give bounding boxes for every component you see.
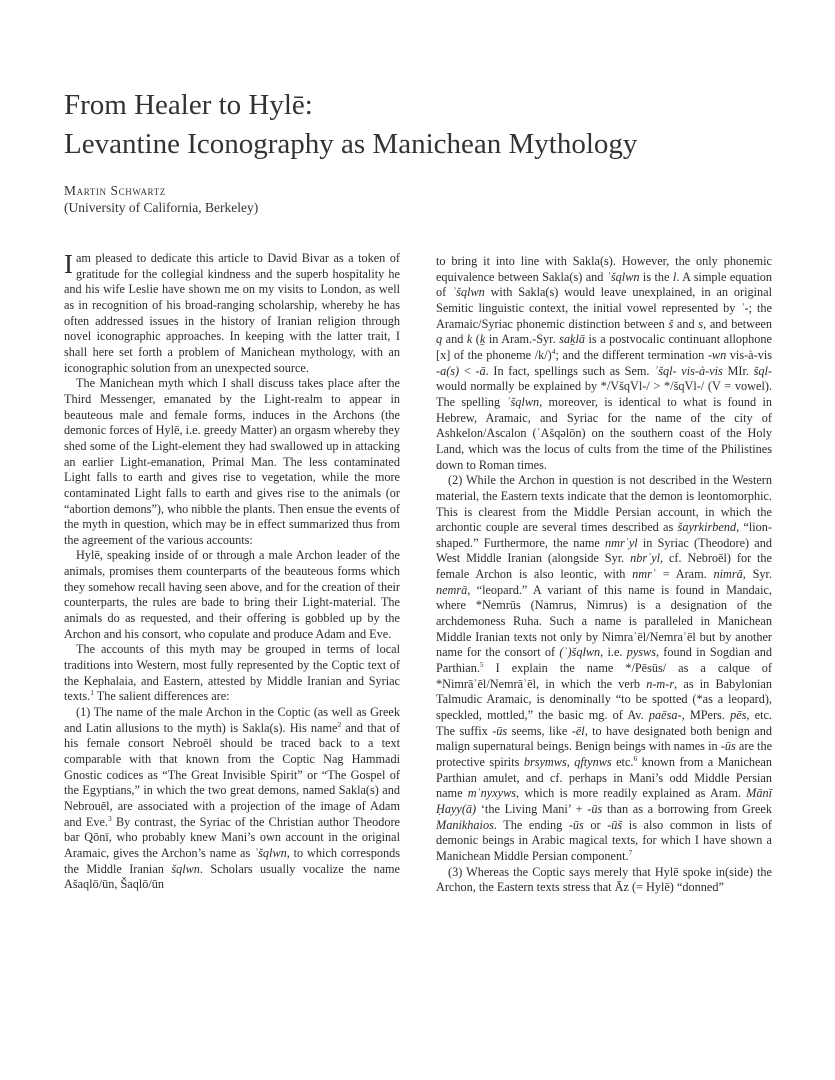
drop-cap: I bbox=[64, 249, 73, 279]
left-column bbox=[64, 251, 400, 893]
author-name: Martin Schwartz bbox=[64, 183, 166, 198]
title-line-1: From Healer to Hylē: bbox=[64, 89, 313, 121]
right-column bbox=[436, 254, 772, 896]
paragraph-point-2: (2) While the Archon in question is not described in the Western material, the Eastern texts indicate that the demon is leontomorphic. This is clearest from the Middle Persian account, in which the archontic couple are several times described as šayrkirbend, “lion-shaped.” Furthermore, the name nmrʾyl in Syriac (Theodore) and West Middle Iranian (alongside Syr. nbrʾyl, cf. Nebroēl) for the female Archon is also leontic, with nmrʾ = Aram. nimrā, Syr. nemrā, “leopard.” A variant of this name is found in Mandaic, where *Nemrūs (Namrus, Nimrus) is a designation of the archdemoness Ruha. Such a name is paralleled in Manichean Middle Iranian texts not only by Nimraʾēl/Nemraʾēl but by another name for the consort of (ʾ)šqlwn, i.e. pysws, found in Sogdian and Parthian.$^5$ I explain the name */Pēsūs/ as a calque of *Nimrāʾēl/Nemrāʾēl, in which the verb n-m-r, as in Babylonian Talmudic Aramaic, is denominally “to be spotted (*as a leopard), speckled, mottled,” the basic mg. of Av. paēsa-, MPers. pēs, etc. The suffix -ūs seems, like -ēl, to have designated both benign and malign supernatural beings. Benign beings with names in -ūs are the protective spirits brsymws, qftynws etc.$^6$ known from a Manichean Parthian amulet, and cf. perhaps in Mani’s odd Middle Persian name mʾnyxyws, which is more readily explained as Aram. Mānī Ḥayy(ā) ‘the Living Mani’ + -ūs than as a borrowing from Greek Manikhaios. The ending -ūs or -ūš is also common in lists of demonic beings in Arabic magical texts, for which I have shown a Manichean Middle Persian component.$^7$ bbox=[436, 473, 773, 863]
paragraph-continued: to bring it into line with Sakla(s). However, the only phonemic equivalence between Sakla(s) and ʾšqlwn is the l. A simple equation of ʾšqlwn with Sakla(s) would leave unexplained, in an original Semitic linguistic context, the initial vowel represented by ʾ-; the Aramaic/Syriac phonemic distinction between š and s, and between q and k (ḵ in Aram.-Syr. saḵlā is a postvocalic continuant allophone [x] of the phoneme /k/)$^4$; and the different termination -wn vis-à-vis -a(s) < -ā. In fact, spellings such as Sem. ʾšql- vis-à-vis MIr. šql- would normally be explained by */VšqVl-/ > */šqVl-/ (V = vowel). The spelling ʾšqlwn, moreover, is identical to what is found in Hebrew, Aramaic, and Syriac for the name of the city of Ashkelon/Ascalon (ʾAšqəlōn) on the southern coast of the Holy Land, which was the locus of cults from the time of the Philistines down to Roman times. bbox=[436, 254, 773, 472]
article-title bbox=[64, 86, 784, 164]
paragraph-summary: Hylē, speaking inside of or through a male Archon leader of the animals, promises them counterparts of the beauteous forms which they somehow recall having seen above, and for the creation of their counterparts, the rules are bade to bring their Light-material. The animals do as requested, and their offering is gobbled up by the Archon and his consort, who copulate and produce Adam and Eve. bbox=[64, 548, 400, 641]
paragraph-point-1: (1) The name of the male Archon in the Coptic (as well as Greek and Latin allusions to the myth) is Sakla(s). His name$^2$ and that of his female consort Nebroēl should be traced back to a text comparable with that known from the Coptic Nag Hammadi Gnostic codices as “The Great Invisible Spirit” or “The Gospel of the Egyptians,” in which the two great demons, named Sakla(s) and Nebrouēl, are associated with a projection of the image of Adam and Eve.$^3$ By contrast, the Syriac of the Christian author Theodore bar Qōnī, who probably knew Mani’s own account in the original Aramaic, gives the Archon’s name as ʾšqlwn, to which corresponds the Middle Iranian šqlwn. Scholars usually vocalize the name Ašaqlō/ūn, Šaqlō/ūn bbox=[64, 705, 400, 892]
author-affiliation: (University of California, Berkeley) bbox=[64, 200, 259, 215]
paragraph-accounts: The accounts of this myth may be grouped in terms of local traditions into Western, most fully represented by the Coptic text of the Kephalaia, and Eastern, attested by Middle Iranian and Syriac texts.$^1$ The salient differences are: bbox=[64, 642, 400, 704]
paragraph-myth: The Manichean myth which I shall discuss takes place after the Third Messenger, emanated by the Light-realm to appear in beauteous male and female forms, induces in the Archons (the demonic forces of Hylē, i.e. greedy Matter) an orgasm whereby they shed some of the Light-element they had swallowed up in attacking an earlier Light-emanation, Primal Man. The less contaminated Light falls to earth and gives rise to vegetation, while the more contaminated Light falls to earth and gives rise to the animals (or “abortion demons”), who nibble the plants. Then ensue the events of the myth in question, which may be in effect summarized thus from the agreement of the various accounts: bbox=[64, 376, 400, 547]
paragraph-intro: I am pleased to dedicate this article to David Bivar as a token of gratitude for the collegial kindness and the superb hospitality he and his wife Leslie have shown me on my visits to London, as well as in recognition of his broad-ranging scholarship, whereby he has often addressed issues in the history of Iranian religion through novel iconographic approaches. In keeping with the latter trait, I shall here set forth a problem of Manichean mythology, with an iconographic solution from an unexpected source. bbox=[64, 249, 400, 375]
title-line-2: Levantine Iconography as Manichean Mythology bbox=[64, 128, 638, 160]
paragraph-point-3: (3) Whereas the Coptic says merely that Hylē spoke in(side) the Archon, the Eastern texts stress that Āz (= Hylē) “donned” bbox=[436, 864, 772, 895]
